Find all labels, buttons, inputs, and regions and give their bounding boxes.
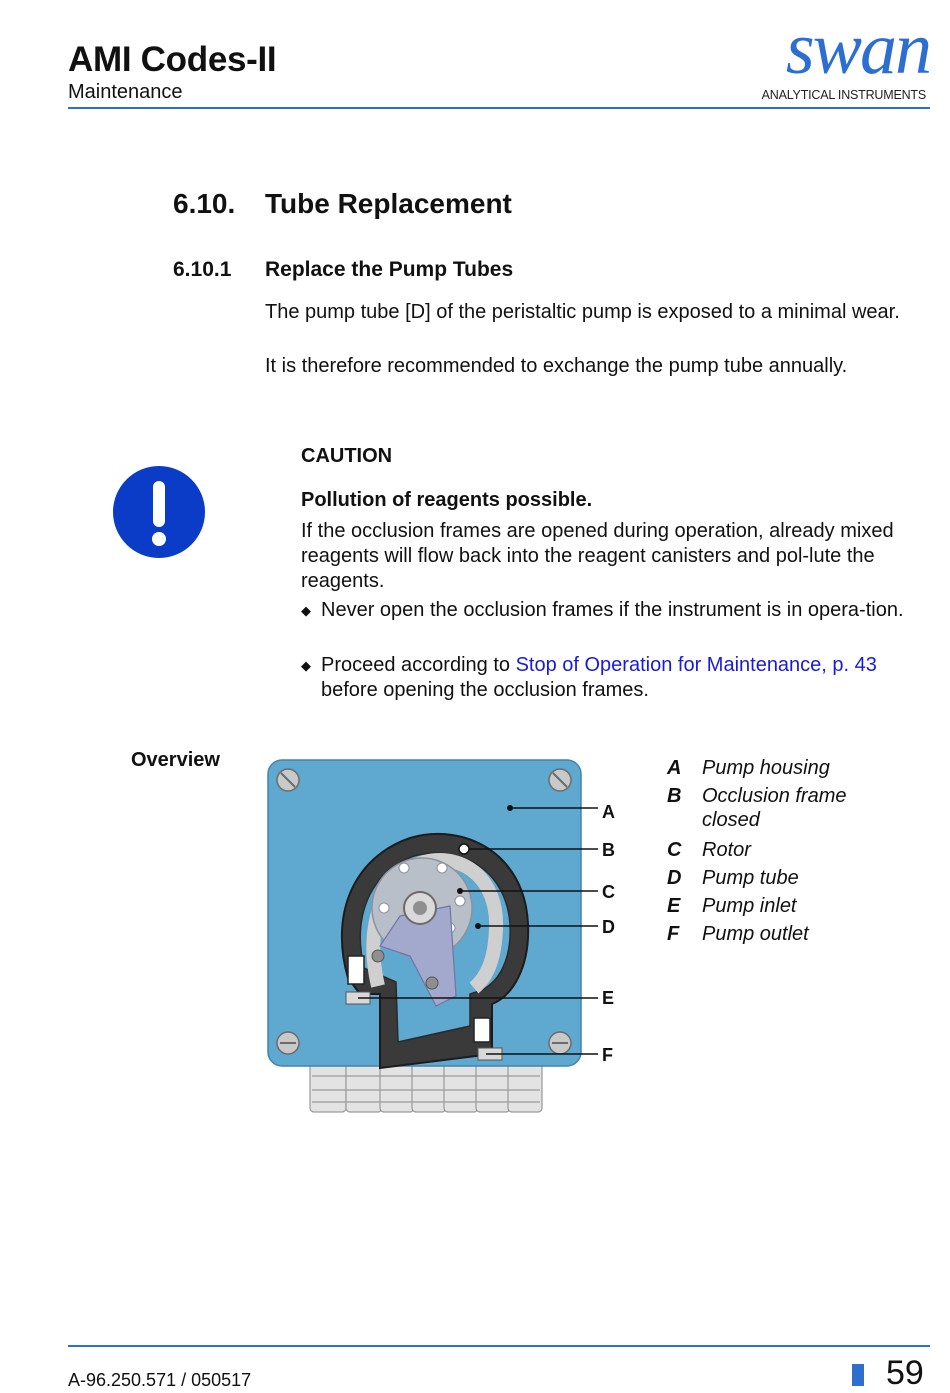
legend-key: F	[667, 923, 680, 945]
exclamation-icon	[112, 465, 206, 559]
caution-bullet	[301, 598, 933, 623]
document-code: A-96.250.571 / 050517	[68, 1370, 252, 1390]
legend-label: Pump outlet	[702, 923, 809, 945]
overview-label: Overview	[131, 749, 220, 771]
legend-label: Occlusion frame closed	[702, 785, 847, 831]
legend-item	[667, 756, 892, 780]
legend-label: Pump tube	[702, 867, 799, 889]
callout-b: B	[602, 840, 615, 860]
legend-key: C	[667, 839, 682, 861]
bullet-text: Never open the occlusion frames if the instrument is in opera-tion.	[321, 599, 904, 621]
legend-item	[667, 922, 892, 946]
document-title: AMI Codes-II	[68, 40, 277, 79]
legend-item	[667, 838, 892, 862]
header-divider	[68, 107, 930, 109]
legend-label: Pump inlet	[702, 895, 797, 917]
callout-d: D	[602, 917, 615, 937]
caution-subheading: Pollution of reagents possible.	[301, 489, 593, 511]
cable-glands	[310, 1062, 542, 1112]
legend-key: A	[667, 757, 682, 779]
bullet-suffix: before opening the occlusion frames.	[321, 679, 649, 701]
bullet-text	[301, 653, 933, 703]
chapter-name: Maintenance	[68, 81, 183, 103]
bullet-prefix: Proceed according to	[321, 654, 516, 676]
legend-item	[667, 866, 892, 890]
section-title: Tube Replacement	[265, 188, 512, 219]
stop-of-operation-link[interactable]: Stop of Operation for Maintenance, p. 43	[515, 654, 877, 676]
legend-key: E	[667, 895, 681, 917]
legend-key: D	[667, 867, 682, 889]
intro-paragraph: The pump tube [D] of the peristaltic pump is exposed to a minimal wear.	[265, 301, 900, 323]
section-number: 6.10.	[173, 188, 236, 219]
footer-divider	[68, 1345, 930, 1347]
subsection-title: Replace the Pump Tubes	[265, 258, 514, 281]
subsection-number: 6.10.1	[173, 258, 232, 281]
caution-body: If the occlusion frames are opened during operation, already mixed reagents will flow back into the reagent canisters and pol-lute the reagents.	[301, 520, 894, 592]
recommendation-paragraph: It is therefore recommended to exchange the pump tube annually.	[265, 355, 848, 377]
caution-heading: CAUTION	[301, 445, 393, 467]
legend-key: B	[667, 785, 682, 807]
page-marker	[852, 1364, 864, 1386]
legend-item	[667, 784, 892, 832]
caution-bullet	[301, 653, 933, 703]
legend-label: Rotor	[702, 839, 751, 861]
logo-wordmark: swan	[785, 8, 930, 90]
bullet-diamond-icon: ◆	[301, 658, 311, 673]
legend-label: Pump housing	[702, 757, 830, 779]
callout-c: C	[602, 882, 615, 902]
callout-f: F	[602, 1045, 613, 1065]
bullet-diamond-icon: ◆	[301, 603, 311, 618]
peristaltic-pump-figure	[260, 756, 630, 1126]
legend-item	[667, 894, 892, 918]
page-number: 59	[886, 1354, 924, 1392]
swan-logo	[761, 8, 930, 104]
callout-e: E	[602, 988, 615, 1008]
logo-tagline: ANALYTICAL INSTRUMENTS	[761, 88, 926, 102]
callout-a: A	[602, 802, 615, 822]
